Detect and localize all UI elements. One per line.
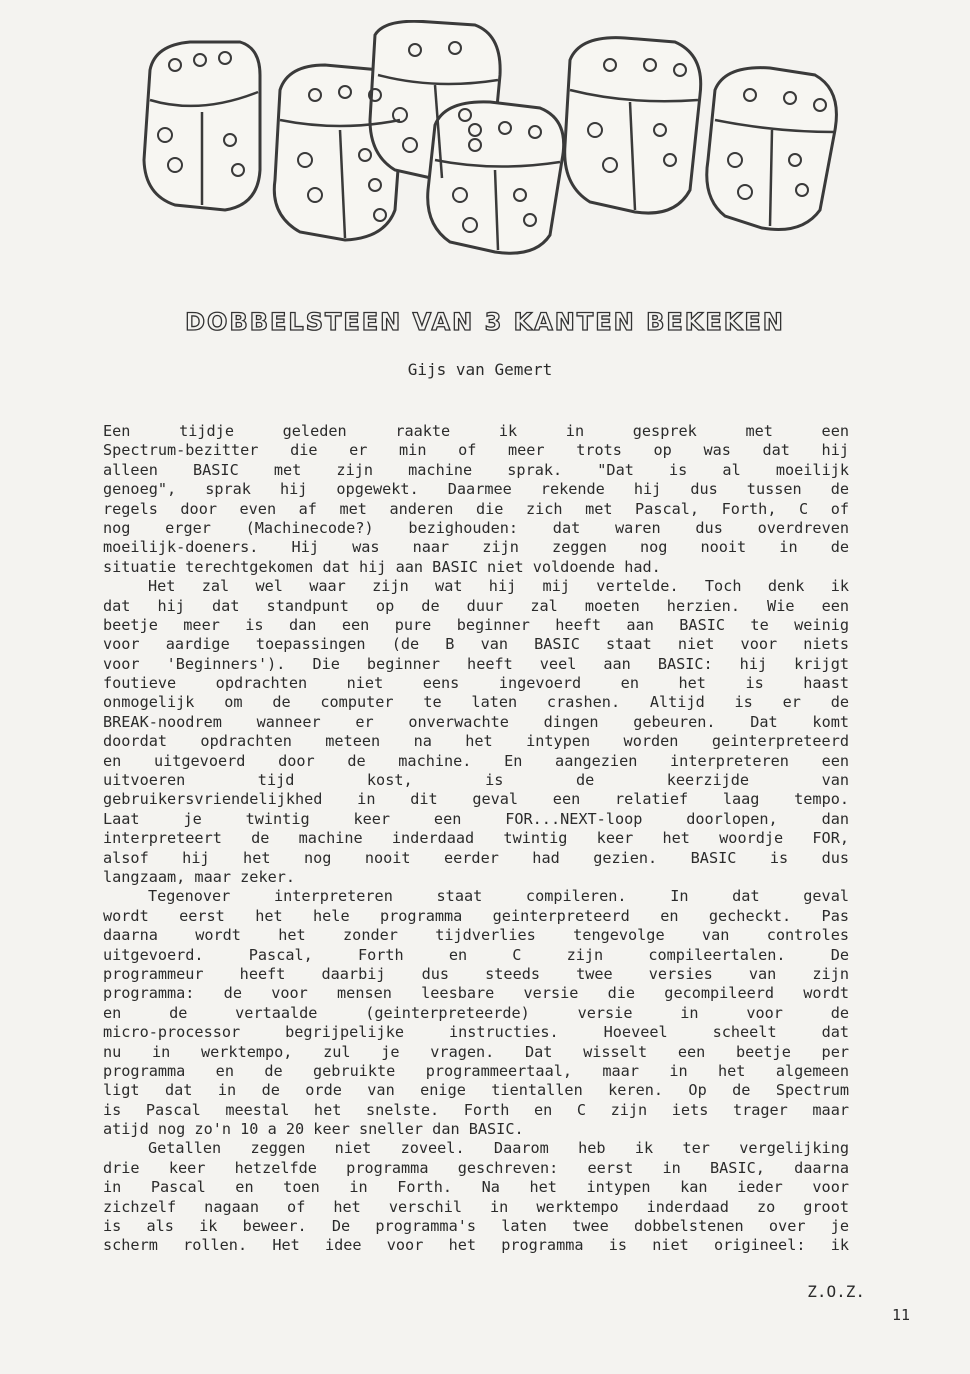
body-line: scherm rollen. Het idee voor het programma is niet origineel: ik	[103, 1236, 849, 1255]
body-line: Getallen zeggen niet zoveel. Daarom heb ik ter vergelijking	[148, 1139, 849, 1158]
body-line: Tegenover interpreteren staat compileren. In dat geval	[148, 887, 849, 906]
body-line: interpreteert de machine inderdaad twintig keer het woordje FOR,	[103, 829, 849, 848]
body-line: Laat je twintig keer een FOR...NEXT-loop doorlopen, dan	[103, 809, 849, 828]
body-line: ligt dat in de orde van enige tientallen keren. Op de Spectrum	[103, 1081, 849, 1100]
body-line: moeilijk-doeners. Hij was naar zijn zeggen nog nooit in de	[103, 538, 849, 557]
body-line: Spectrum-bezitter die er min of meer trots op was dat hij	[103, 441, 849, 460]
body-line: zichzelf nagaan of het verschil in werktempo inderdaad zo groot	[103, 1197, 849, 1216]
body-line: foutieve opdrachten niet eens ingevoerd en het is haast	[103, 674, 849, 693]
body-line: Een tijdje geleden raakte ik in gesprek met een	[103, 422, 849, 440]
article-body	[103, 422, 849, 1256]
body-line: uitvoeren tijd kost, is de keerzijde van	[103, 771, 849, 790]
body-line: nu in werktempo, zul je vragen. Dat wisselt een beetje per	[103, 1042, 849, 1061]
body-line: dat hij dat standpunt op de duur zal moeten herzien. Wie een	[103, 596, 849, 615]
body-line: programmeur heeft daarbij dus steeds twee versies van zijn	[103, 964, 849, 983]
body-line: daarna wordt het zonder tijdverlies tengevolge van controles	[103, 926, 849, 945]
body-line: in Pascal en toen in Forth. Na het intypen kan ieder voor	[103, 1178, 849, 1197]
body-line: programma: de voor mensen leesbare versie die gecompileerd wordt	[103, 984, 849, 1003]
article-author: Gijs van Gemert	[407, 360, 553, 379]
article-title: DOBBELSTEEN VAN 3 KANTEN BEKEKEN	[185, 308, 785, 336]
page-number: 11	[891, 1306, 910, 1324]
body-line: wordt eerst het hele programma geinterpreteerd en gecheckt. Pas	[103, 906, 849, 925]
body-line: langzaam, maar zeker.	[103, 867, 296, 886]
body-line: en de vertaalde (geinterpreteerde) versie in voor de	[103, 1003, 849, 1022]
body-line: alleen BASIC met zijn machine sprak. "Dat is al moeilijk	[103, 460, 849, 479]
body-line: drie keer hetzelfde programma geschreven: eerst in BASIC, daarna	[103, 1158, 849, 1177]
body-line: en uitgevoerd door de machine. En aangezien interpreteren een	[103, 751, 849, 770]
body-line: is Pascal meestal het snelste. Forth en C zijn iets trager maar	[103, 1100, 849, 1119]
body-line: voor aardige toepassingen (de B van BASIC staat niet voor niets	[103, 635, 849, 654]
dice-illustration	[130, 20, 850, 260]
body-line: Het zal wel waar zijn wat hij mij vertelde. Toch denk ik	[148, 577, 849, 596]
continued-note: Z.O.Z.	[807, 1282, 865, 1301]
body-line: is als ik beweer. De programma's laten twee dobbelstenen over je	[103, 1217, 849, 1236]
body-line: situatie terechtgekomen dat hij aan BASIC niet voldoende had.	[103, 557, 661, 576]
body-line: alsof hij het nog nooit eerder had gezien. BASIC is dus	[103, 848, 849, 867]
body-line: beetje meer is dan een pure beginner heeft aan BASIC te weinig	[103, 615, 849, 634]
body-line: programma en de gebruikte programmeertaal, maar in het algemeen	[103, 1061, 849, 1080]
body-line: uitgevoerd. Pascal, Forth en C zijn compileertalen. De	[103, 945, 849, 964]
body-line: regels door even af met anderen die zich met Pascal, Forth, C of	[103, 499, 849, 518]
body-line: onmogelijk om de computer te laten crashen. Altijd is er de	[103, 693, 849, 712]
body-line: voor 'Beginners'). Die beginner heeft veel aan BASIC: hij krijgt	[103, 654, 849, 673]
body-line: nog erger (Machinecode?) bezighouden: dat waren dus overdreven	[103, 518, 849, 537]
body-line: BREAK-noodrem wanneer er onverwachte dingen gebeuren. Dat komt	[103, 712, 849, 731]
body-line: genoeg", sprak hij opgewekt. Daarmee rekende hij dus tussen de	[103, 480, 849, 499]
body-line: gebruikersvriendelijkhed in dit geval een relatief laag tempo.	[103, 790, 849, 809]
body-line: doordat opdrachten meteen na het intypen worden geinterpreteerd	[103, 732, 849, 751]
body-line: micro-processor begrijpelijke instructies. Hoeveel scheelt dat	[103, 1023, 849, 1042]
body-line: atijd nog zo'n 10 a 20 keer sneller dan BASIC.	[103, 1120, 524, 1139]
